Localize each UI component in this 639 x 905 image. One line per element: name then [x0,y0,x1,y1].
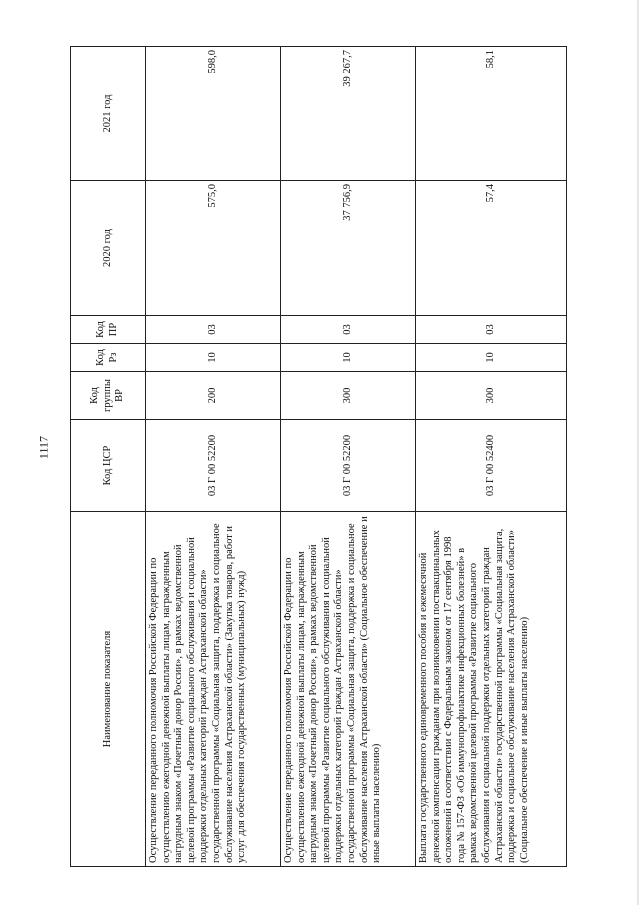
cell-name: Выплата государственного единовременного пособия и ежемесячной денежной компенсации гражданам при возникновении поствакцинальных осложнений в соответствии с Федеральным законом от 17 сентября 1998 года № 157-ФЗ «Об иммунопрофилактике инфекционных болезней» в рамках ведомственной целевой программы «Развитие социального обслуживания и социальной поддержки отдельных категорий граждан Астраханской области» государственной программы «Социальная защита, поддержка и социальное обслуживание населения Астраханской области» (Социальное обеспечение и иные выплаты населению) [415,512,566,867]
rotated-table-container [70,47,567,867]
cell-vr: 300 [415,372,566,420]
cell-2020: 57,4 [415,181,566,316]
header-pr: Код ПР [71,316,146,344]
header-name: Наименование показателя [71,512,146,867]
cell-pr: 03 [146,316,281,344]
cell-name: Осуществление переданного полномочия Российской Федерации по осуществлению ежегодной денежной выплаты лицам, награжденным нагрудным знаком «Почетный донор России», в рамках ведомственной целевой программы «Развитие социального обслуживания и социальной поддержки отдельных категорий граждан Астраханской области» государственной программы «Социальная защита, поддержка и социальное обслуживание населения Астраханской области» (Закупка товаров, работ и услуг для обеспечения государственных (муниципальных) нужд) [146,512,281,867]
cell-vr: 200 [146,372,281,420]
cell-vr: 300 [280,372,415,420]
header-vr: Код группы ВР [71,372,146,420]
cell-csr: 03 Г 00 52200 [146,420,281,512]
cell-2021: 598,0 [146,47,281,181]
header-csr: Код ЦСР [71,420,146,512]
page-number: 1117 [36,435,51,460]
cell-pr: 03 [280,316,415,344]
table-header-row [71,47,146,867]
header-2020: 2020 год [71,181,146,316]
header-rz: Код Рз [71,344,146,372]
cell-2021: 58,1 [415,47,566,181]
budget-table [70,46,567,867]
table-row [415,47,566,867]
table-row [280,47,415,867]
cell-pr: 03 [415,316,566,344]
cell-csr: 03 Г 00 52400 [415,420,566,512]
cell-rz: 10 [415,344,566,372]
table-row [146,47,281,867]
cell-rz: 10 [146,344,281,372]
cell-rz: 10 [280,344,415,372]
cell-2020: 37 756,9 [280,181,415,316]
header-2021: 2021 год [71,47,146,181]
cell-2021: 39 267,7 [280,47,415,181]
cell-2020: 575,0 [146,181,281,316]
cell-name: Осуществление переданного полномочия Российской Федерации по осуществлению ежегодной денежной выплаты лицам, награжденным нагрудным знаком «Почетный донор России», в рамках ведомственной целевой программы «Развитие социального обслуживания и социальной поддержки отдельных категорий граждан Астраханской области» государственной программы «Социальная защита, поддержка и социальное обслуживание населения Астраханской области» (Социальное обеспечение и иные выплаты населению) [280,512,415,867]
cell-csr: 03 Г 00 52200 [280,420,415,512]
